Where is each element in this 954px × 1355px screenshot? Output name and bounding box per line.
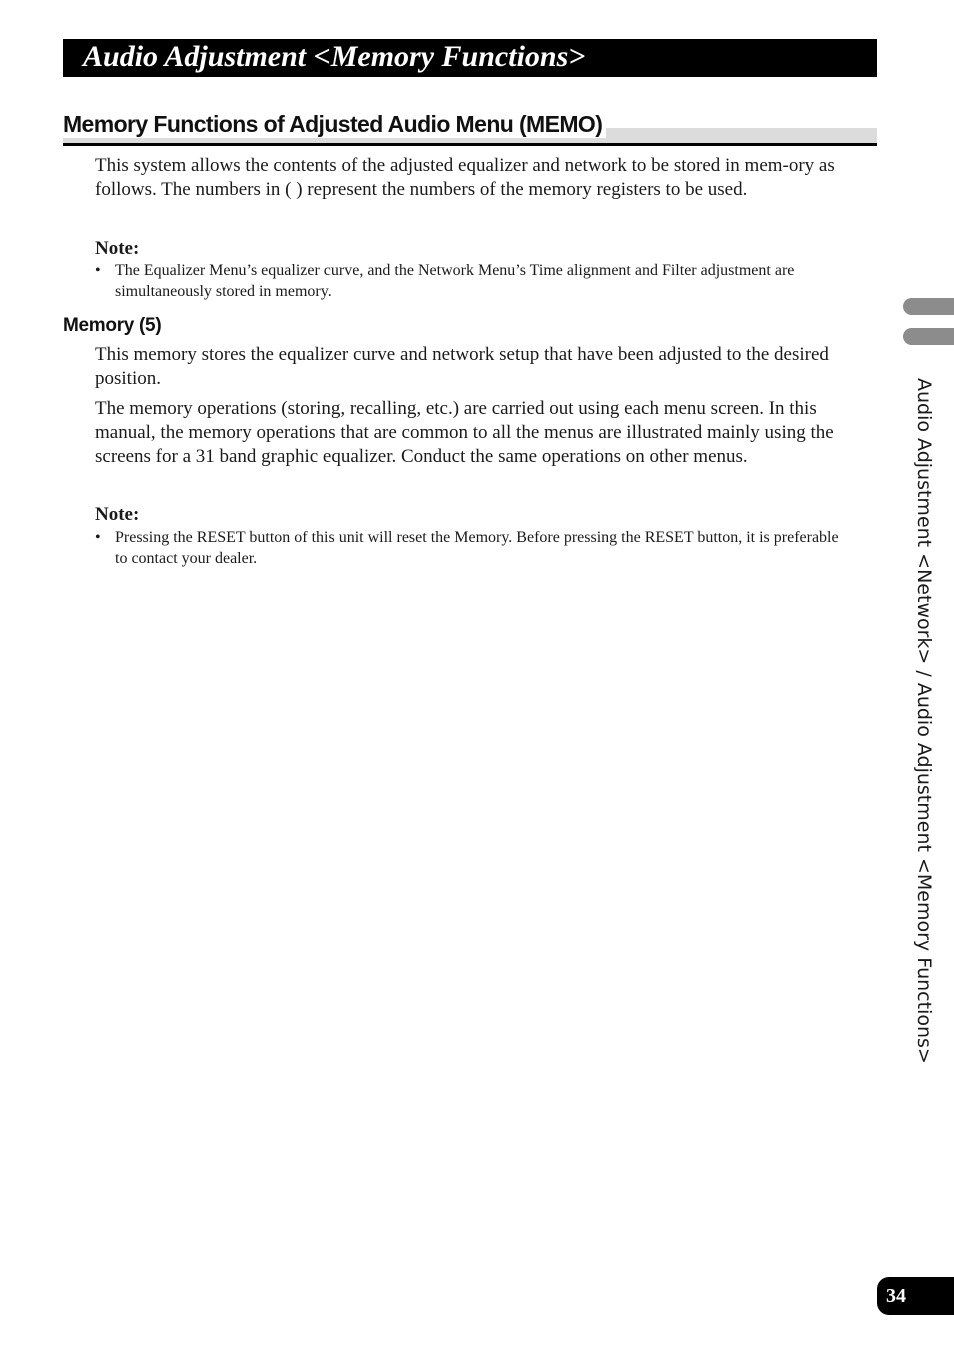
note-list-item <box>95 260 845 302</box>
memory-subheading: Memory (5) <box>63 315 162 336</box>
page-number-tab <box>877 1277 954 1315</box>
side-running-header-text: Audio Adjustment <Network> / Audio Adjustment <Memory Functions> <box>913 378 935 1064</box>
note-list-item <box>95 527 845 569</box>
side-tab-marker <box>903 298 954 315</box>
chapter-title-bar <box>63 39 877 77</box>
intro-paragraph: This system allows the contents of the adjusted equalizer and network to be stored in mem-ory as follows. The numbers in ( ) represent the numbers of the memory registers to be used. <box>95 155 835 200</box>
note-text: Pressing the RESET button of this unit will reset the Memory. Before pressing the RESET button, it is preferable to contact your dealer. <box>115 529 839 567</box>
memory-paragraph: This memory stores the equalizer curve and network setup that have been adjusted to the desired position. <box>95 344 829 389</box>
section-heading-rule <box>63 143 877 146</box>
side-running-header <box>912 378 942 1158</box>
note-label: Note: <box>95 504 140 525</box>
note-text: The Equalizer Menu’s equalizer curve, and the Network Menu’s Time alignment and Filter adjustment are simultaneously stored in memory. <box>115 262 795 300</box>
section-heading-block <box>63 110 877 147</box>
section-heading: Memory Functions of Adjusted Audio Menu (MEMO) <box>63 111 606 138</box>
page-number: 34 <box>886 1285 906 1307</box>
bullet-icon: • <box>95 529 101 546</box>
bullet-icon: • <box>95 262 101 279</box>
note-label: Note: <box>95 238 140 259</box>
memory-paragraph: The memory operations (storing, recalling, etc.) are carried out using each menu screen. In this manual, the memory operations that are common to all the menus are illustrated mainly using the screens for a 31 band graphic equalizer. Conduct the same operations on other menus. <box>95 398 834 467</box>
side-tab-marker <box>903 328 954 345</box>
chapter-title: Audio Adjustment <Memory Functions> <box>83 40 586 73</box>
